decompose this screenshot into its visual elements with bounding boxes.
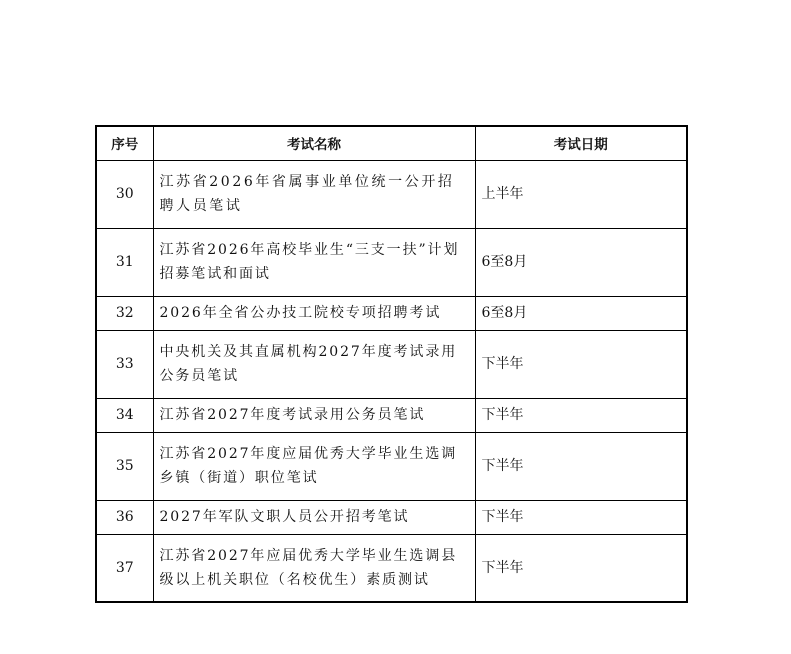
row-exam-date: 下半年 xyxy=(475,398,687,432)
row-exam-name: 江苏省2027年应届优秀大学毕业生选调县级以上机关职位（名校优生）素质测试 xyxy=(153,534,475,602)
row-number: 33 xyxy=(96,330,153,398)
header-exam-date: 考试日期 xyxy=(475,126,687,160)
table-row xyxy=(96,432,687,500)
table-row xyxy=(96,296,687,330)
row-number: 34 xyxy=(96,398,153,432)
row-exam-date: 下半年 xyxy=(475,534,687,602)
table-row xyxy=(96,228,687,296)
table-row xyxy=(96,330,687,398)
row-exam-date: 下半年 xyxy=(475,330,687,398)
row-exam-date: 上半年 xyxy=(475,160,687,228)
table-row xyxy=(96,500,687,534)
row-number: 37 xyxy=(96,534,153,602)
row-exam-name: 2026年全省公办技工院校专项招聘考试 xyxy=(153,296,475,330)
row-exam-date: 下半年 xyxy=(475,432,687,500)
table-header-row xyxy=(96,126,687,160)
row-exam-date: 下半年 xyxy=(475,500,687,534)
row-exam-date: 6至8月 xyxy=(475,296,687,330)
exam-schedule-table xyxy=(95,125,688,603)
row-exam-name: 江苏省2026年省属事业单位统一公开招聘人员笔试 xyxy=(153,160,475,228)
row-number: 30 xyxy=(96,160,153,228)
table-row xyxy=(96,534,687,602)
row-number: 36 xyxy=(96,500,153,534)
row-exam-name: 2027年军队文职人员公开招考笔试 xyxy=(153,500,475,534)
row-exam-name: 中央机关及其直属机构2027年度考试录用公务员笔试 xyxy=(153,330,475,398)
row-exam-name: 江苏省2026年高校毕业生“三支一扶”计划招募笔试和面试 xyxy=(153,228,475,296)
row-exam-name: 江苏省2027年度考试录用公务员笔试 xyxy=(153,398,475,432)
row-number: 35 xyxy=(96,432,153,500)
table-row xyxy=(96,160,687,228)
row-number: 31 xyxy=(96,228,153,296)
table-row xyxy=(96,398,687,432)
header-exam-name: 考试名称 xyxy=(153,126,475,160)
row-exam-name: 江苏省2027年度应届优秀大学毕业生选调乡镇（街道）职位笔试 xyxy=(153,432,475,500)
row-number: 32 xyxy=(96,296,153,330)
row-exam-date: 6至8月 xyxy=(475,228,687,296)
header-number: 序号 xyxy=(96,126,153,160)
